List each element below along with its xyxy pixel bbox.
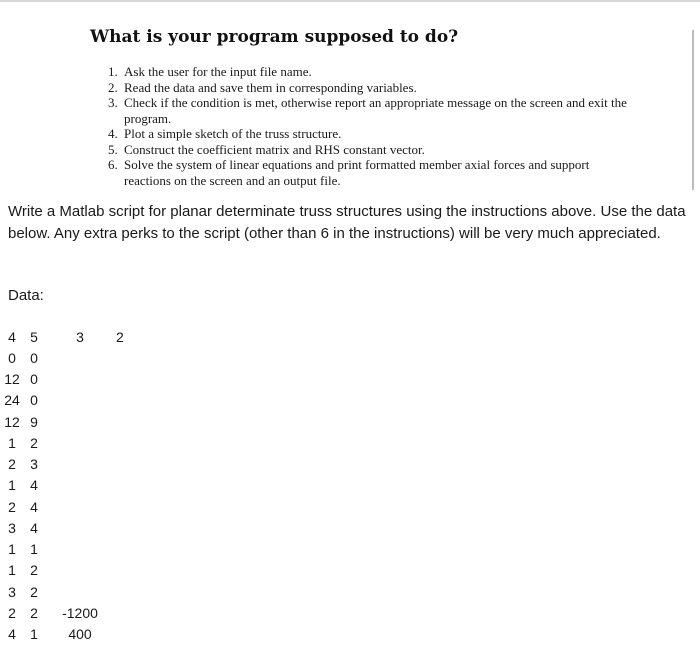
step-text: Construct the coefficient matrix and RHS constant vector. bbox=[124, 141, 425, 157]
data-cell bbox=[44, 475, 116, 496]
data-cell: 12 bbox=[4, 413, 20, 430]
data-row bbox=[0, 539, 134, 560]
data-cell bbox=[44, 454, 116, 475]
step-item bbox=[108, 80, 628, 96]
data-cell: 1 bbox=[8, 477, 16, 494]
step-item bbox=[108, 126, 628, 142]
data-cell bbox=[116, 624, 134, 645]
data-cell bbox=[116, 432, 134, 453]
data-row bbox=[0, 496, 134, 517]
data-cell bbox=[116, 539, 134, 560]
data-row bbox=[0, 475, 134, 496]
data-cell: 2 bbox=[30, 434, 38, 451]
data-cell: 3 bbox=[8, 519, 16, 536]
data-cell bbox=[116, 390, 134, 411]
data-row bbox=[0, 347, 134, 368]
data-cell: 0 bbox=[30, 392, 38, 409]
data-cell bbox=[116, 560, 134, 581]
data-cell: 5 bbox=[30, 328, 38, 345]
data-cell: 2 bbox=[30, 562, 38, 579]
data-cell bbox=[44, 390, 116, 411]
data-table-body bbox=[0, 326, 134, 645]
data-label: Data: bbox=[8, 287, 44, 304]
data-cell bbox=[44, 411, 116, 432]
data-cell: 4 bbox=[8, 328, 16, 345]
data-row bbox=[0, 624, 134, 645]
data-row bbox=[0, 454, 134, 475]
data-cell: 4 bbox=[30, 498, 38, 515]
step-text: Read the data and save them in corresponding variables. bbox=[124, 79, 417, 95]
section-heading: What is your program supposed to do? bbox=[90, 27, 459, 47]
data-cell bbox=[116, 602, 134, 623]
data-row bbox=[0, 369, 134, 390]
data-cell bbox=[44, 496, 116, 517]
data-row bbox=[0, 411, 134, 432]
data-cell: 9 bbox=[30, 413, 38, 430]
data-cell bbox=[44, 581, 116, 602]
step-number: 6. bbox=[108, 157, 118, 172]
data-cell: 2 bbox=[30, 604, 38, 621]
data-cell bbox=[116, 581, 134, 602]
data-cell bbox=[44, 560, 116, 581]
data-cell: 2 bbox=[8, 456, 16, 473]
data-cell: 3 bbox=[30, 456, 38, 473]
data-row bbox=[0, 581, 134, 602]
step-item bbox=[108, 142, 628, 158]
step-text: Check if the condition is met, otherwise report an appropriate message on the screen and exit the program. bbox=[124, 95, 627, 126]
data-row bbox=[0, 602, 134, 623]
data-cell: 4 bbox=[30, 477, 38, 494]
step-text: Solve the system of linear equations and print formatted member axial forces and support reactions on the screen and an output file. bbox=[124, 157, 590, 188]
data-cell: 2 bbox=[8, 498, 16, 515]
data-cell: 1 bbox=[30, 541, 38, 558]
data-cell: 2 bbox=[8, 604, 16, 621]
data-cell bbox=[116, 454, 134, 475]
data-cell bbox=[44, 517, 116, 538]
data-cell: 1 bbox=[8, 541, 16, 558]
step-number: 5. bbox=[108, 141, 118, 157]
data-table bbox=[0, 326, 134, 645]
data-cell: 1 bbox=[30, 626, 38, 643]
data-cell: -1200 bbox=[62, 604, 98, 621]
data-cell: 24 bbox=[4, 392, 20, 409]
data-row bbox=[0, 432, 134, 453]
step-number: 3. bbox=[108, 95, 118, 110]
data-cell bbox=[116, 411, 134, 432]
data-row bbox=[0, 517, 134, 538]
top-divider bbox=[0, 0, 700, 2]
data-cell bbox=[116, 517, 134, 538]
data-cell: 400 bbox=[68, 626, 92, 643]
data-cell: 0 bbox=[30, 349, 38, 366]
data-cell: 0 bbox=[30, 371, 38, 388]
data-cell: 12 bbox=[4, 371, 20, 388]
data-cell: 0 bbox=[8, 349, 16, 366]
data-cell: 1 bbox=[8, 562, 16, 579]
step-item bbox=[108, 64, 628, 80]
data-cell bbox=[116, 347, 134, 368]
right-edge-line bbox=[692, 30, 694, 190]
step-text: Ask the user for the input file name. bbox=[124, 64, 312, 79]
step-number: 2. bbox=[108, 79, 118, 95]
step-number: 1. bbox=[108, 64, 118, 79]
data-cell bbox=[44, 432, 116, 453]
step-text: Plot a simple sketch of the truss structure. bbox=[124, 126, 342, 141]
data-cell: 3 bbox=[8, 583, 16, 600]
data-cell bbox=[116, 496, 134, 517]
data-cell bbox=[44, 539, 116, 560]
instruction-steps bbox=[108, 64, 628, 188]
data-cell: 1 bbox=[8, 434, 16, 451]
step-number: 4. bbox=[108, 126, 118, 141]
data-cell bbox=[116, 369, 134, 390]
data-cell: 4 bbox=[30, 519, 38, 536]
data-cell: 3 bbox=[76, 328, 84, 345]
assignment-description: Write a Matlab script for planar determinate truss structures using the instructions above. Use the data below. Any extra perks to the script (other than 6 in the instructions) will be very much appreciated. bbox=[8, 203, 686, 242]
data-cell bbox=[116, 475, 134, 496]
data-cell bbox=[44, 369, 116, 390]
data-row bbox=[0, 390, 134, 411]
data-row bbox=[0, 326, 134, 347]
data-cell: 2 bbox=[116, 328, 124, 345]
step-item bbox=[108, 157, 628, 188]
step-item bbox=[108, 95, 628, 126]
data-cell: 4 bbox=[8, 626, 16, 643]
data-cell: 2 bbox=[30, 583, 38, 600]
data-cell bbox=[44, 347, 116, 368]
data-row bbox=[0, 560, 134, 581]
